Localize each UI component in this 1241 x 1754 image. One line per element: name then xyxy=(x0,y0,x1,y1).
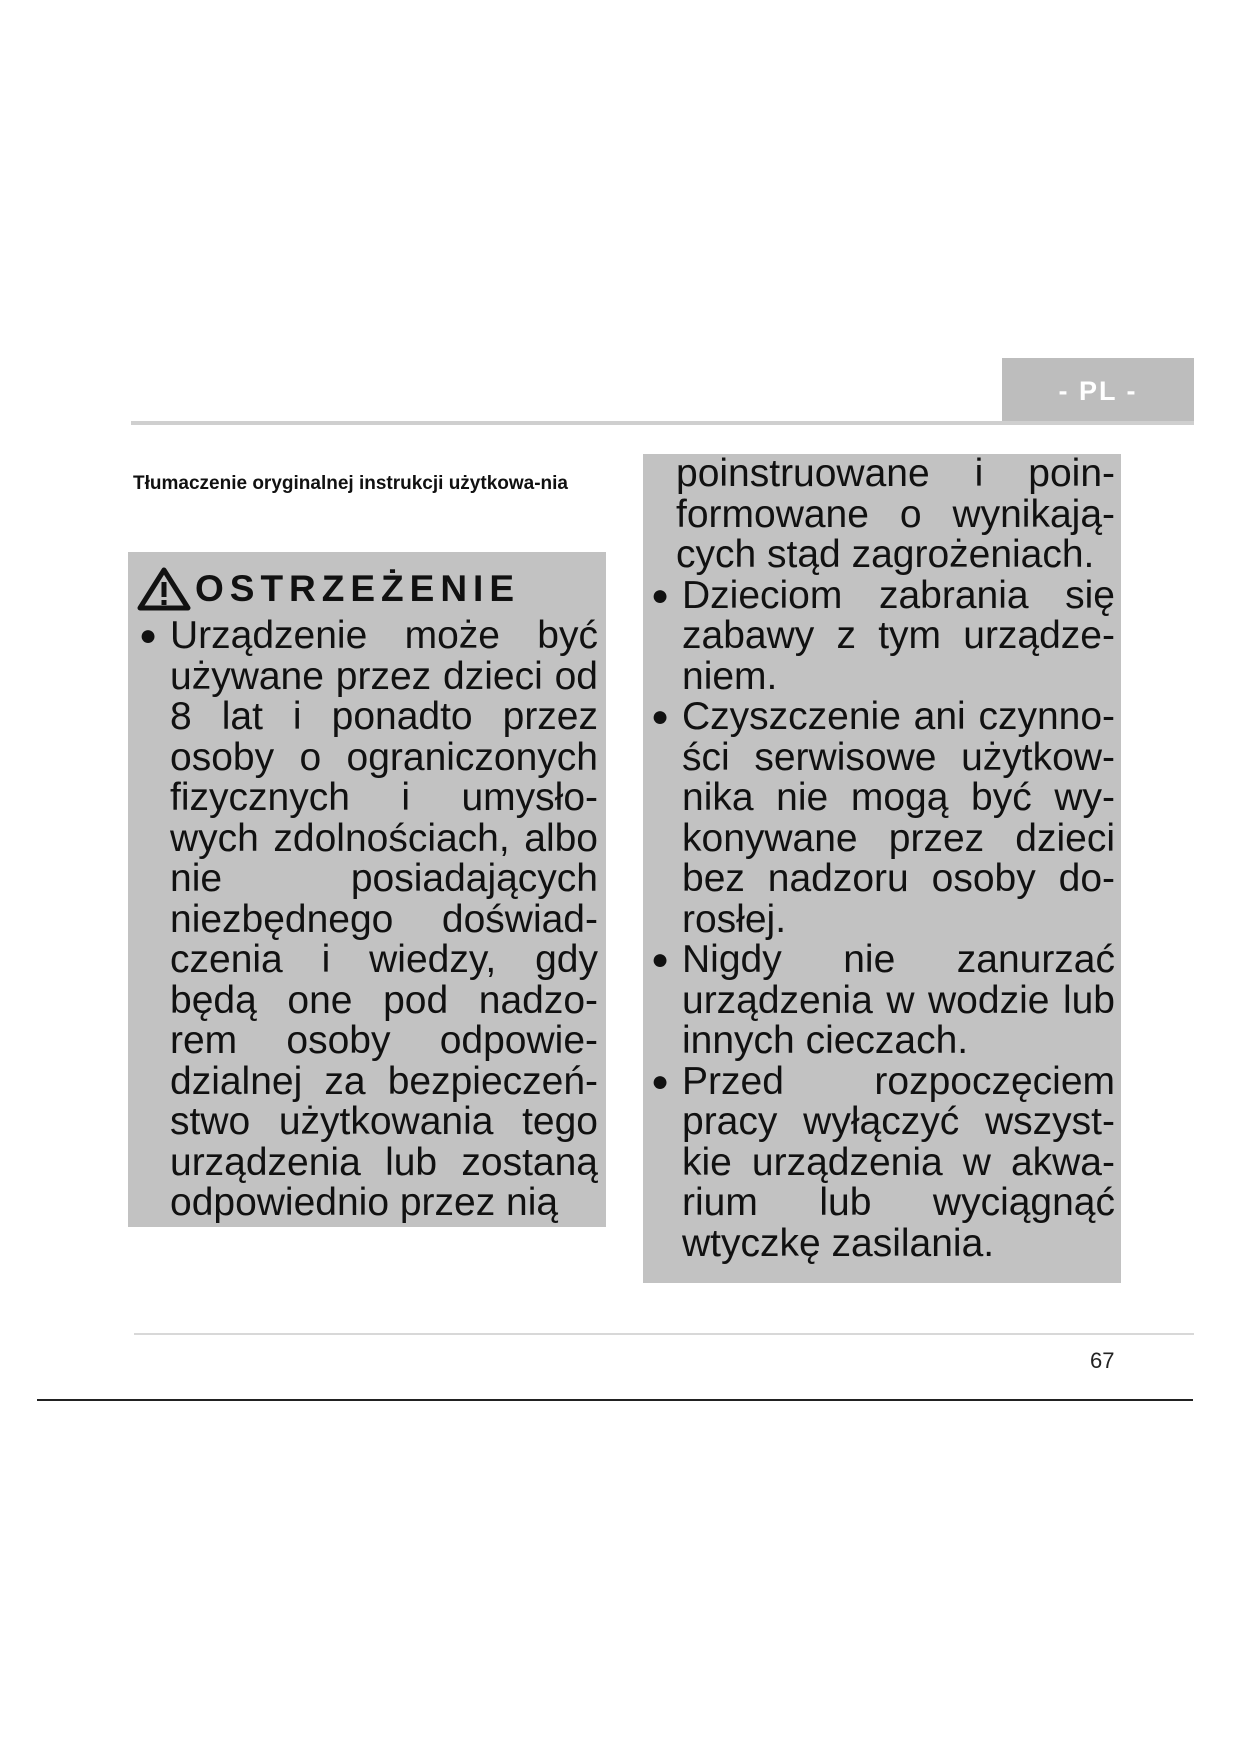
warning-bullet-no-play xyxy=(649,573,1115,698)
page-border-line xyxy=(37,1399,1193,1401)
bullet-dot: ● xyxy=(651,943,670,976)
warning-continuation: poinstruowane i poin-formowane o wynikają-cych stąd zagrożeniach. xyxy=(676,452,1115,576)
bullet-text: Nigdy nie zanurzać urządzenia w wodzie lub innych cieczach. xyxy=(682,938,1115,1062)
warning-bullet-cleaning xyxy=(649,697,1115,940)
bullet-text: Czyszczenie ani czynno-ści serwisowe użytkow-nika nie mogą być wy-konywane przez dzieci bez nadzoru osoby do-rosłej. xyxy=(682,695,1115,941)
bullet-dot: ● xyxy=(139,619,158,652)
bullet-dot: ● xyxy=(651,700,670,733)
warning-bullet-no-immersion xyxy=(649,940,1115,1062)
language-tab: - PL - xyxy=(1002,358,1194,424)
bullet-dot: ● xyxy=(651,578,670,612)
page-number: 67 xyxy=(1090,1348,1115,1373)
warning-triangle-icon xyxy=(137,567,191,611)
bullet-dot: ● xyxy=(651,1064,670,1098)
header-rule xyxy=(131,421,1194,425)
bullet-text: Dzieciom zabrania się zabawy z tym urządze-niem. xyxy=(682,573,1115,698)
warning-bullet-children-usage xyxy=(137,616,598,1224)
bullet-text: Urządzenie może być używane przez dzieci od 8 lat i ponadto przez osoby o ograniczonych fizycznych i umysło-wych zdolnościach, albo nie posiadających niezbędnego doświad-czenia i wiedzy, gdy będą one pod nadzo-rem osoby odpowie-dzialnej za bezpieczeń-stwo użytkowania tego urządzenia lub zostaną odpowiednio przez nią xyxy=(170,614,598,1224)
warning-bullet-unplug xyxy=(649,1059,1115,1265)
bullet-text: Przed rozpoczęciem pracy wyłączyć wszyst-kie urządzenia w akwa-rium lub wyciągnąć wtyczkę zasilania. xyxy=(682,1059,1115,1265)
warning-panel-left xyxy=(128,552,606,1227)
warning-panel-right xyxy=(643,454,1121,1283)
warning-heading-text: OSTRZEŻENIE xyxy=(195,568,521,609)
warning-heading xyxy=(137,562,598,616)
document-title: Tłumaczenie oryginalnej instrukcji użytkowa-nia xyxy=(133,473,568,494)
footer-rule xyxy=(134,1333,1194,1335)
